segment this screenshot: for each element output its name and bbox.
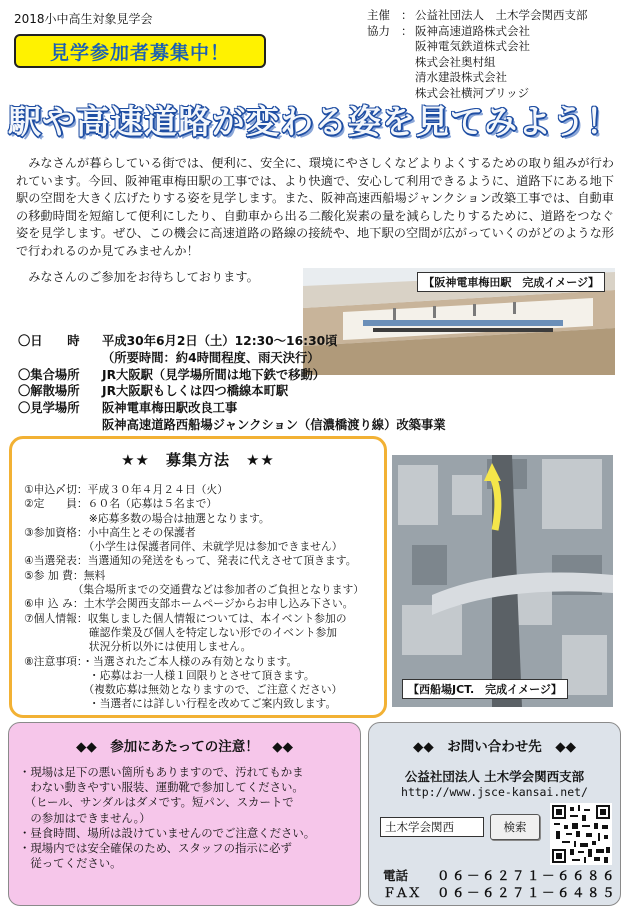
intro-closing: みなさんのご参加をお待ちしております。 <box>28 270 259 284</box>
junction-image <box>392 455 613 707</box>
recruit-line: （集合場所までの交通費などは参加者のご負担となります） <box>24 583 365 597</box>
notice-line: ・現場内では安全確保のため、スタッフの指示に必ず <box>19 841 292 856</box>
notice-line: 従ってください。 <box>19 856 122 871</box>
station-image-caption: 【阪神電車梅田駅 完成イメージ】 <box>417 272 605 292</box>
junction-image-caption: 【西船場JCT. 完成イメージ】 <box>402 679 568 699</box>
recruit-line: ②定 員：６０名（応募は５名まで） <box>24 497 218 511</box>
contact-box <box>368 722 621 906</box>
notice-title: ◆◆ 参加にあたっての注意！ ◆◆ <box>75 739 294 755</box>
recruit-line: （小学生は保護者同伴、未就学児は参加できません） <box>24 540 343 554</box>
qr-code-icon <box>550 803 612 865</box>
event-details <box>18 333 446 434</box>
recruit-line: ⑧注意事項：・当選されたご本人様のみ有効となります。 <box>24 654 298 668</box>
recruit-line: ・当選者には詳しい行程を改めてご案内致します。 <box>24 697 337 711</box>
contact-org: 公益社団法人 土木学会関西支部 <box>404 769 585 784</box>
meet-label: 〇集合場所 <box>18 367 80 382</box>
notice-line: ・昼食時間、場所は設けていませんのでご注意ください。 <box>19 825 316 840</box>
visit-value-2: 阪神高速道路西船場ジャンクション（信濃橋渡り線）改築事業 <box>102 417 446 432</box>
date-label: 〇日 時 <box>18 334 80 348</box>
date-value: 平成30年6月2日（土）12:30～16:30頃 <box>102 334 338 348</box>
recruit-line: ⑤参 加 費：無料 <box>24 568 106 582</box>
contact-phones <box>383 867 617 901</box>
recruit-line: （複数応募は無効となりますので、ご注意ください） <box>24 683 343 697</box>
host-label: 主催 <box>367 8 390 22</box>
notice-line: （ヒール、サンダルはダメです。短パン、スカートで <box>19 795 294 810</box>
event-line: 2018小中高生対象見学会 <box>14 12 153 26</box>
recruit-line: ④当選発表：当選通知の発送をもって、発表に代えさせて頂きます。 <box>24 554 357 568</box>
visit-value: 阪神電車梅田駅改良工事 <box>102 401 238 416</box>
recruit-line: ※応募多数の場合は抽選となります。 <box>24 511 270 525</box>
recruit-line: ・応募はお一人様１回限りとさせて頂きます。 <box>24 668 315 682</box>
search-input[interactable]: 土木学会関西 <box>380 817 484 837</box>
recruit-line: ③参加資格：小中高生とその保護者 <box>24 525 196 539</box>
fax-number: ０６－６２７１－６４８５ <box>437 885 618 900</box>
notice-line: の参加はできません。） <box>19 810 151 825</box>
recruit-line: 確認作業及び個人を特定しない形でのイベント参加 <box>24 625 338 639</box>
contact-title: ◆◆ お問い合わせ先 ◆◆ <box>412 739 577 755</box>
meet-value: JR大阪駅（見学場所間は地下鉄で移動） <box>102 367 326 382</box>
coop-company: 株式会社奥村組 <box>415 54 496 69</box>
recruit-title: ★★ 募集方法 ★★ <box>121 451 275 469</box>
intro-text: みなさんが暮らしている街では、便利に、安全に、環境にやさしくなどよりよくするための取り組みが行われています。今回、阪神電車梅田駅の工事では、より快適で、安心して利用できるように、道路下にある地下駅の空間を大きく広げたりする姿を見学します。また、阪神高速西船場ジャンクション改築工事では、自動車の移動時間を短縮して便利にしたり、自動車から出る二酸化炭素の量を減らしたりするために、道路をつなぐ姿を見学します。ぜひ、この機会に高速道路の路線の接続や、地下駅の空間が広がっていくのがどのような形で行われるのか見てみませんか！ <box>16 156 614 258</box>
recruit-line: ⑥申 込 み：土木学会関西支部ホームページからお申し込み下さい。 <box>24 597 354 611</box>
recruit-line: ⑦個人情報：収集しました個人情報については、本イベント参加の <box>24 611 347 625</box>
coop-company: 清水建設株式会社 <box>415 70 507 84</box>
notice-line: わない動きやすい服装、運動靴で参加してください。 <box>19 780 304 795</box>
tel-label: 電話 <box>383 868 409 883</box>
date-note: （所要時間：約4時間程度、雨天決行） <box>102 350 320 365</box>
coop-company: 阪神電気鉄道株式会社 <box>415 39 530 53</box>
recruiting-badge: 見学参加者募集中！ <box>14 34 266 68</box>
search-button[interactable]: 検索 <box>490 814 540 840</box>
host-name: 公益社団法人 土木学会関西支部 <box>415 8 588 22</box>
headline: 駅や高速道路が変わる姿を見てみよう！ <box>8 102 620 141</box>
fax-label: ＦＡＸ <box>383 885 421 900</box>
organizers: 主催 ： 公益社団法人 土木学会関西支部 協力 ： 阪神高速道路株式会社 阪神電気鉄道株式会社 株式会社奥村組 清水建設株式会社 株式会社横河ブリッジ <box>367 8 588 100</box>
coop-label: 協力 <box>367 23 390 38</box>
recruit-line: 状況分析以外には使用しません。 <box>24 640 252 654</box>
coop-company: 阪神高速道路株式会社 <box>415 23 530 38</box>
notice-box <box>8 722 361 906</box>
recruit-line: ①申込〆切：平成３０年４月２４日（火） <box>24 483 229 496</box>
recruit-box <box>9 436 387 718</box>
recruit-list <box>24 483 364 712</box>
contact-url[interactable]: http://www.jsce-kansai.net/ <box>401 785 588 799</box>
coop-company: 株式会社横河ブリッジ <box>415 85 530 100</box>
dismiss-label: 〇解散場所 <box>18 384 80 399</box>
tel-number: ０６－６２７１－６６８６ <box>437 868 618 883</box>
visit-label: 〇見学場所 <box>18 401 80 416</box>
notice-line: ・現場は足下の悪い箇所もありますので、汚れてもかま <box>19 765 304 779</box>
dismiss-value: JR大阪駅もしくは四つ橋線本町駅 <box>102 384 289 399</box>
